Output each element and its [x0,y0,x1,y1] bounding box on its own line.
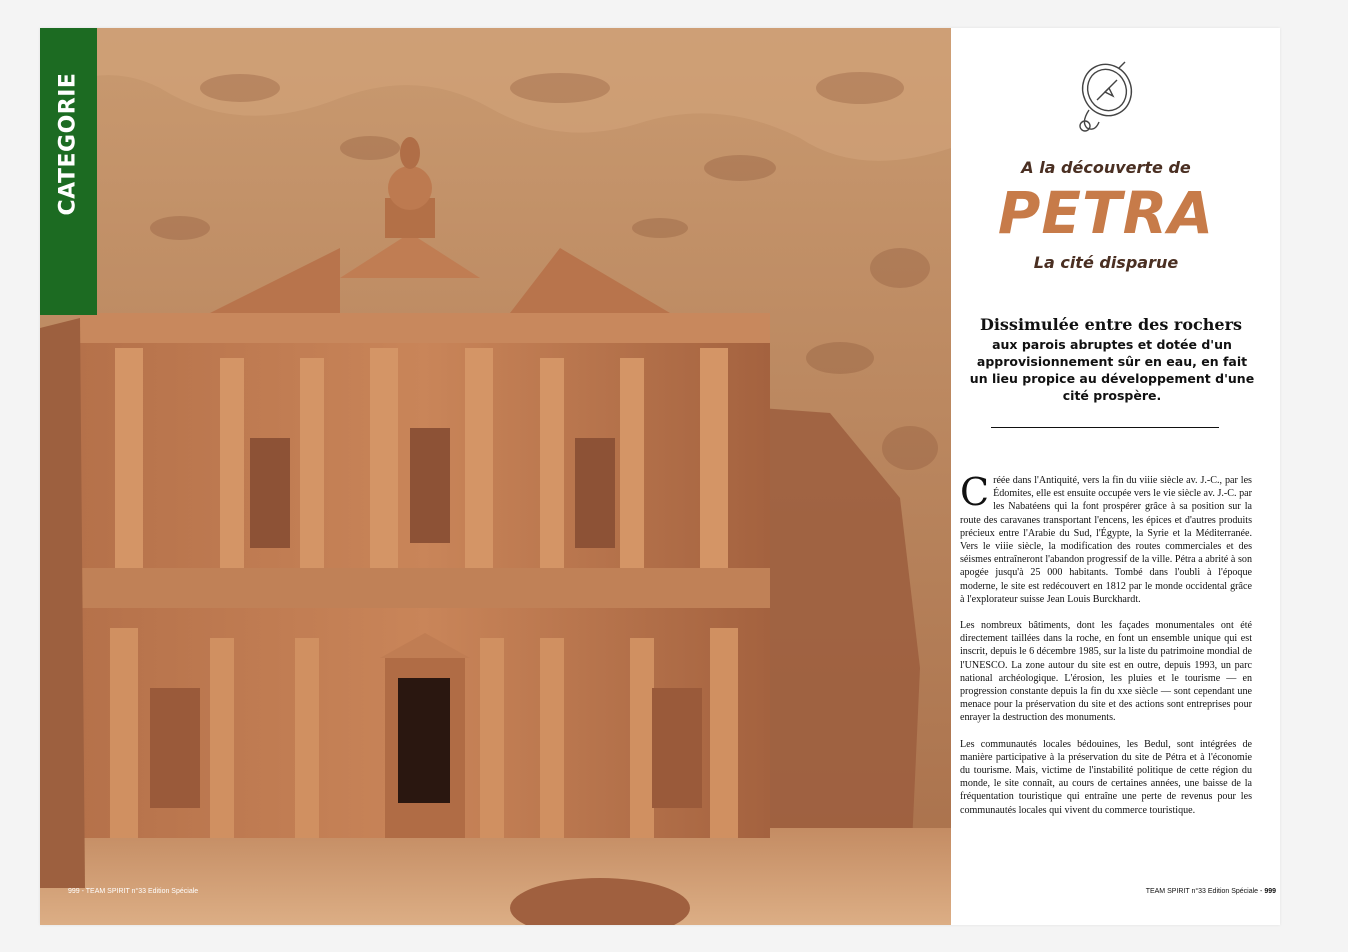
magazine-spread [40,28,1280,925]
category-label: CATEGORIE [55,72,81,216]
monastery-illustration [40,28,951,925]
paragraph-1-text: réée dans l'Antiquité, vers la fin du viiie siècle av. J.-C., par les Édomites, elle est ensuite occupée vers le vie siècle av. J.-C. par les Nabatéens qui la font prospérer grâce à sa position sur la route des caravanes transportant l'encens, les épices et d'autres produits précieux entre l'Arabie du Sud, l'Égypte, la Syrie et la Méditerranée. Vers le viiie siècle, la modification des routes commerciales et des séismes entraîneront l'abandon progressif de la ville. Pétra a abrité à son apogée jusqu'à 25 000 habitants. Tombé dans l'oubli à l'époque moderne, le site est redécouvert en 1812 par le monde occidental grâce à l'explorateur suisse Jean Louis Burckhardt. [960,475,1252,605]
lede-heading: Dissimulée entre des rochers [979,315,1243,334]
lede-body: aux parois abruptes et dotée d'un approvisionnement sûr en eau, en fait un lieu propice au développement d'une cité prospère. [969,337,1255,403]
compass-icon [1069,60,1137,134]
folio-right-number: 999 [1264,888,1276,895]
folio-left: 999 - TEAM SPIRIT n°33 Edition Spéciale [68,888,199,895]
folio-right-text: TEAM SPIRIT n°33 Edition Spéciale - [1145,888,1265,895]
article-subtitle: La cité disparue [1033,253,1179,272]
category-band [40,28,97,315]
folio-right [1146,888,1276,895]
article-title: PETRA [997,179,1215,247]
paragraph-3: Les communautés locales bédouines, les Bedul, sont intégrées de manière participative à la préservation du site de Pétra et à l'économie du tourisme. Mais, victime de l'instabilité politique de cette région du monde, le site connaît, au cours de certaines années, une baisse de la fréquentation touristique qui entraîne une perte de revenus pour les communautés locales qui vivent du commerce touristique. [960,738,1252,816]
title-kicker: A la découverte de [1021,158,1191,177]
article-body [960,470,1252,830]
divider-rule [991,427,1219,428]
drop-cap: C [960,470,990,514]
paragraph-1 [960,470,1252,606]
petra-photo [40,28,951,925]
paragraph-2: Les nombreux bâtiments, dont les façades monumentales ont été directement taillées dans la roche, en font un ensemble unique qui est inscrit, depuis le 6 décembre 1985, sur la liste du patrimoine mondial de l'UNESCO. La zone autour du site est en outre, depuis 1993, un parc national archéologique. L'érosion, les pluies et le tourisme — en progression constante depuis la fin du xxe siècle — sont cependant une menace pour la préservation du site et des actions sont entreprises pour enrayer la destruction des monuments. [960,620,1252,724]
article-page [951,28,1280,925]
